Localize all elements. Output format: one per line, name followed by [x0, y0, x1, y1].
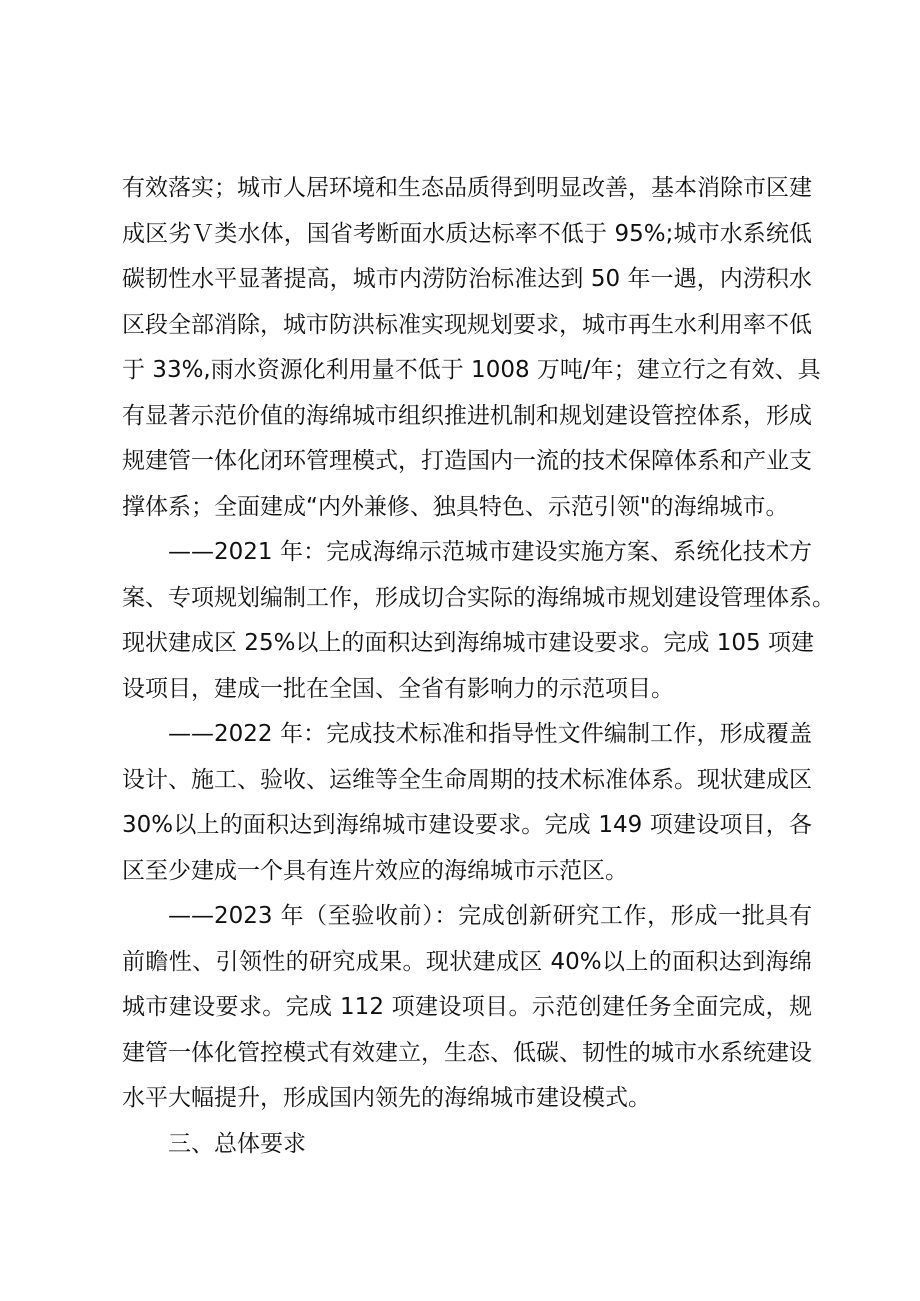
text-line: 规建管一体化闭环管理模式，打造国内一流的技术保障体系和产业支 [122, 448, 812, 474]
text-line: 区段全部消除，城市防洪标准实现规划要求，城市再生水利用率不低 [122, 311, 812, 338]
text-line: 撑体系；全面建成“内外兼修、独具特色、示范引领"的海绵城市。 [122, 493, 789, 520]
text-line: 区至少建成一个具有连片效应的海绵城市示范区。 [122, 857, 628, 884]
text-line: 于 33%,雨水资源化利用量不低于 1008 万吨/年；建立行之有效、具 [122, 357, 821, 383]
text-line: ——2021 年：完成海绵示范城市建设实施方案、系统化技术方 [168, 539, 812, 565]
paragraph-2023 [122, 894, 812, 1122]
text-line: 成区劣Ｖ类水体，国省考断面水质达标率不低于 95%;城市水系统低 [122, 220, 812, 247]
text-line: 水平大幅提升，形成国内领先的海绵城市建设模式。 [122, 1085, 651, 1111]
text-line: ——2023 年（至验收前）：完成创新研究工作，形成一批具有 [168, 903, 812, 929]
section-heading: 三、总体要求 [168, 1130, 306, 1157]
text-line: 建管一体化管控模式有效建立，生态、低碳、韧性的城市水系统建设 [122, 1039, 812, 1066]
text-line: ——2022 年：完成技术标准和指导性文件编制工作，形成覆盖 [168, 721, 812, 747]
paragraph-goals [122, 166, 821, 530]
text-line: 30%以上的面积达到海绵城市建设要求。完成 149 项建设项目，各 [122, 812, 812, 838]
text-line: 城市建设要求。完成 112 项建设项目。示范创建任务全面完成，规 [122, 994, 812, 1020]
paragraph-2021 [122, 530, 835, 712]
text-line: 现状建成区 25%以上的面积达到海绵城市建设要求。完成 105 项建 [122, 630, 814, 656]
text-line: 有显著示范价值的海绵城市组织推进机制和规划建设管控体系，形成 [122, 402, 812, 429]
text-line: 案、专项规划编制工作，形成切合实际的海绵城市规划建设管理体系。 [122, 584, 835, 611]
text-line: 前瞻性、引领性的研究成果。现状建成区 40%以上的面积达到海绵 [122, 948, 812, 975]
text-line: 设计、施工、验收、运维等全生命周期的技术标准体系。现状建成区 [122, 766, 812, 793]
document-body [122, 166, 835, 1167]
text-line: 碳韧性水平显著提高，城市内涝防治标准达到 50 年一遇，内涝积水 [122, 266, 812, 292]
text-line: 有效落实；城市人居环境和生态品质得到明显改善，基本消除市区建 [122, 175, 812, 201]
text-line: 设项目，建成一批在全国、全省有影响力的示范项目。 [122, 675, 674, 702]
paragraph-2022 [122, 712, 812, 894]
